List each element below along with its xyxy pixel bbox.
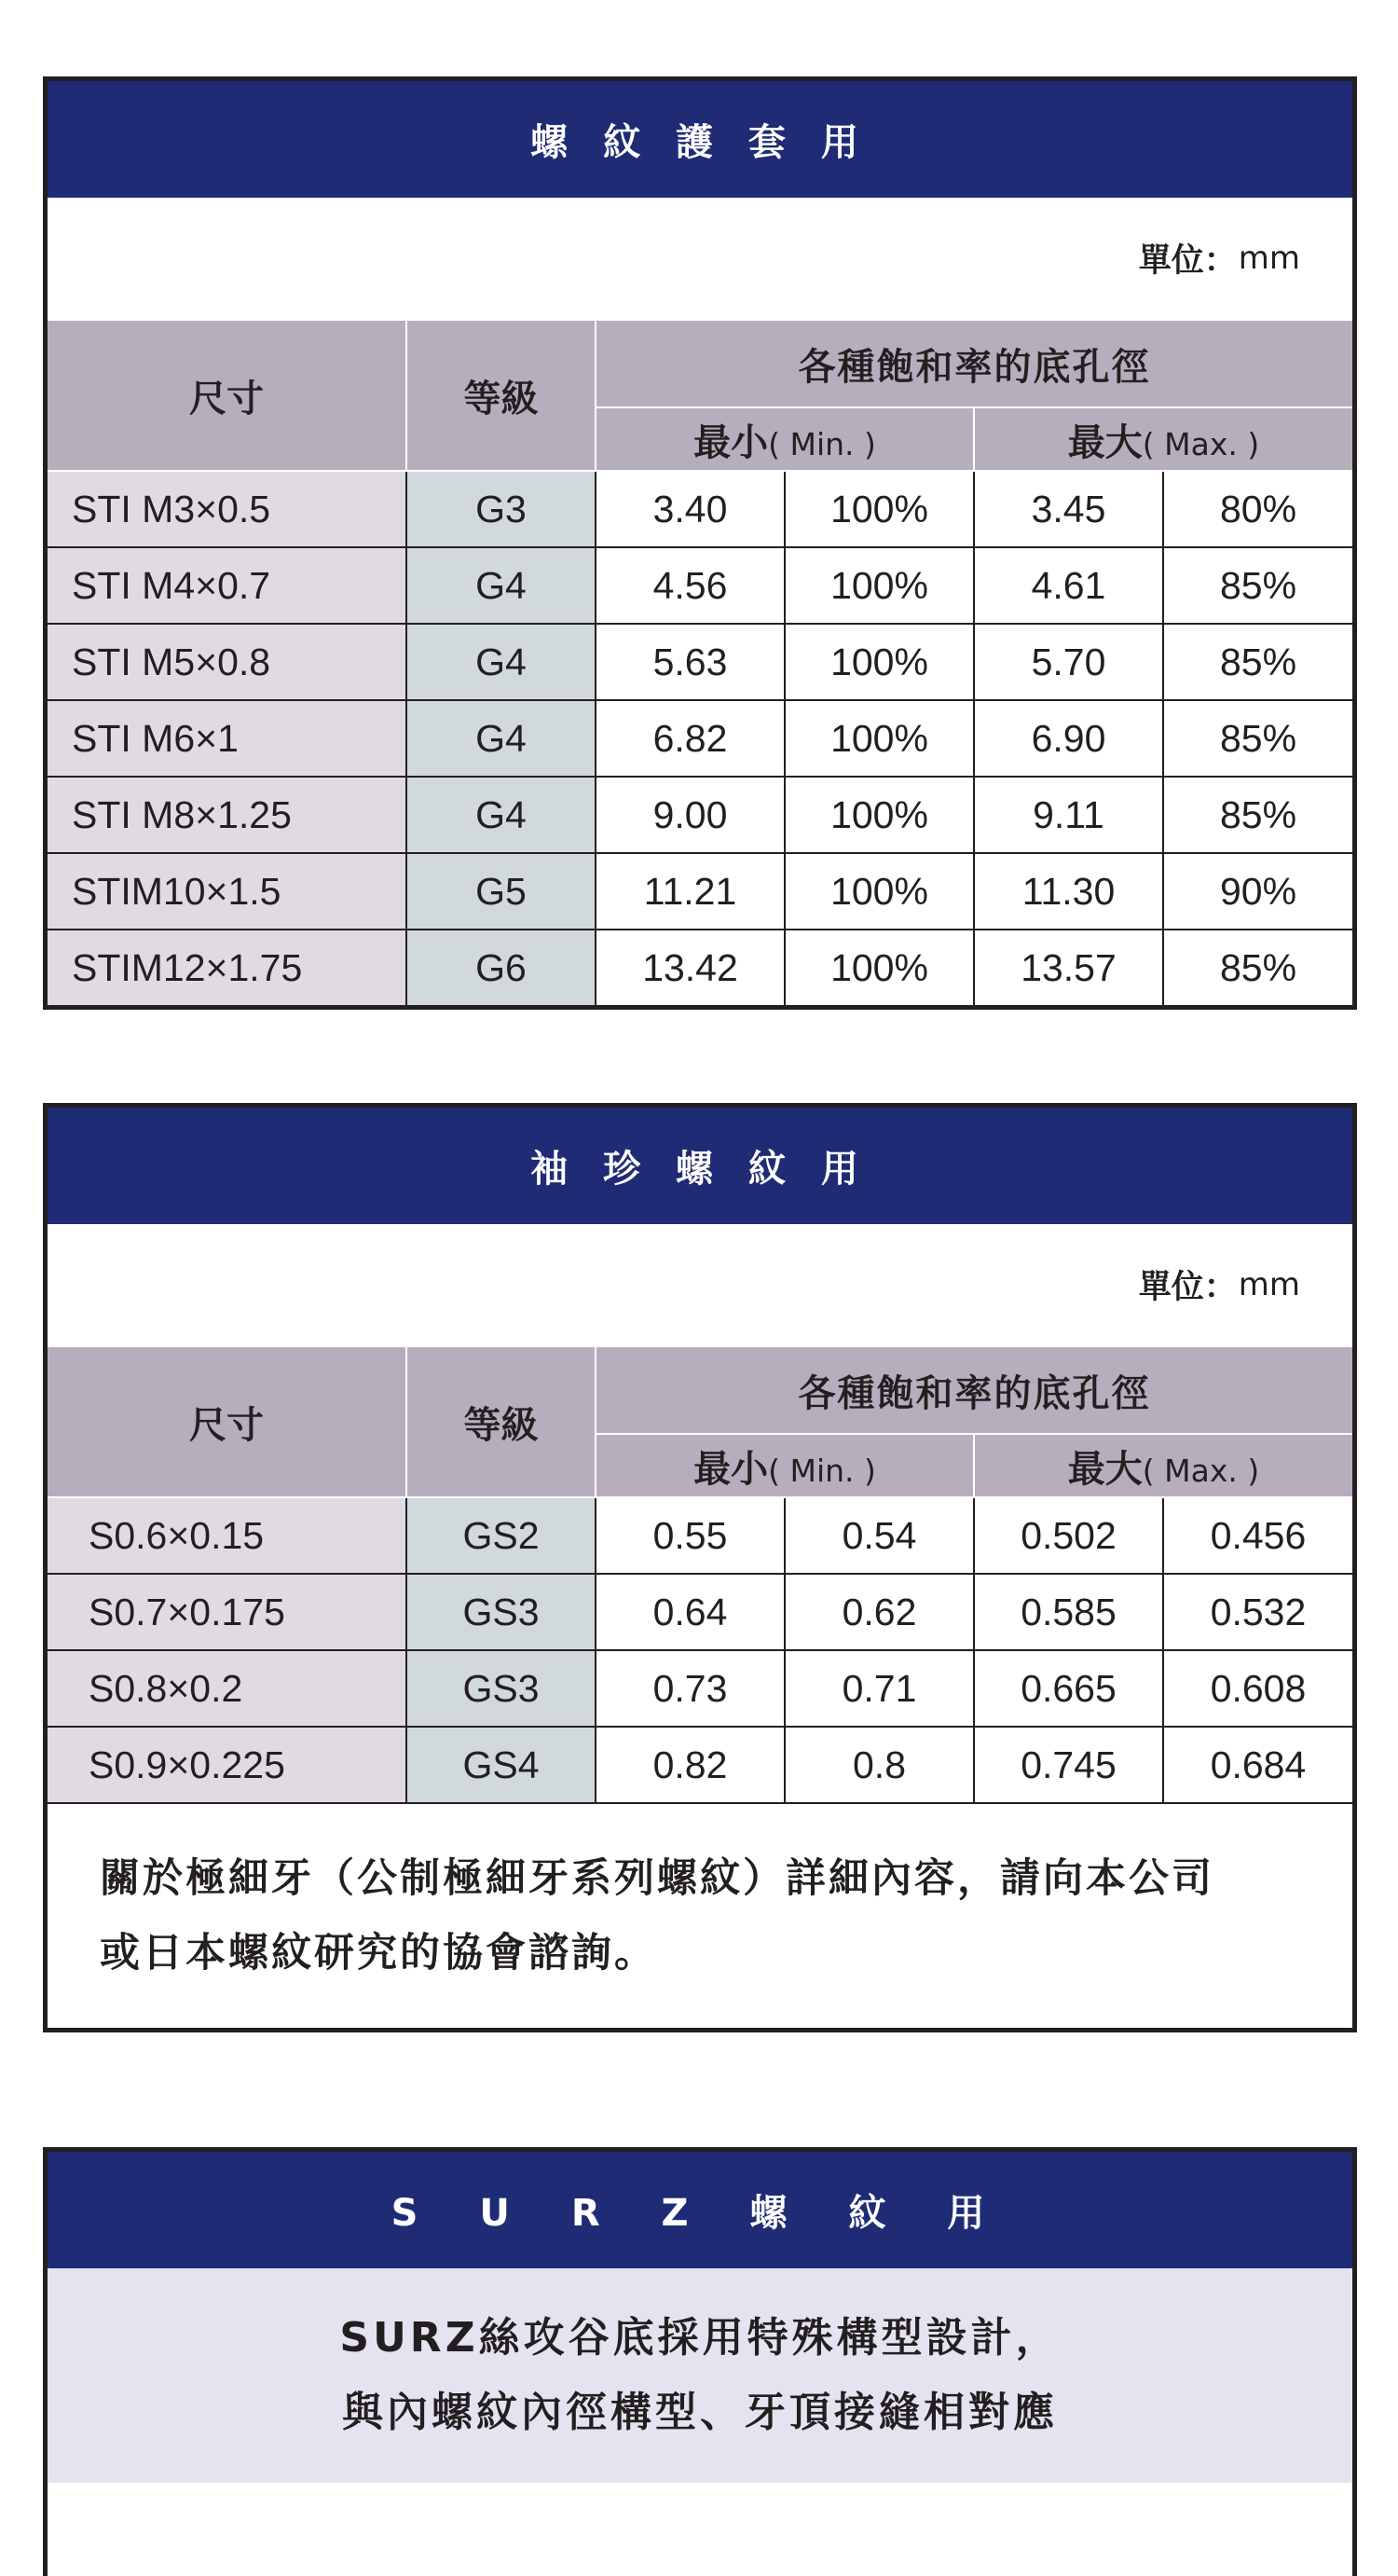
cell-min-rate: 100% — [785, 624, 974, 700]
cell-value: 0.585 — [974, 1574, 1163, 1650]
header-min — [596, 1434, 974, 1497]
table-row — [48, 1650, 1352, 1727]
cell-max-rate: 85% — [1163, 930, 1352, 1005]
note-line: 或日本螺紋研究的協會諮詢。 — [100, 1930, 657, 1977]
cell-grade: G3 — [406, 471, 596, 547]
thread-insert-panel — [43, 76, 1357, 1010]
cell-grade: GS2 — [406, 1497, 596, 1574]
cell-min-dia: 3.40 — [596, 471, 785, 547]
cell-grade: G4 — [406, 700, 596, 777]
cell-size: STI M4×0.7 — [48, 547, 406, 624]
cell-size: S0.7×0.175 — [48, 1574, 406, 1650]
cell-max-dia: 3.45 — [974, 471, 1163, 547]
panel-title: S U R Z 螺 紋 用 — [48, 2152, 1352, 2268]
unit-label: 單位： — [1138, 242, 1237, 280]
cell-min-rate: 100% — [785, 853, 974, 930]
cell-min-rate: 100% — [785, 547, 974, 624]
cell-value: 0.8 — [785, 1727, 974, 1803]
cell-value: 0.608 — [1163, 1650, 1352, 1727]
cell-max-dia: 5.70 — [974, 624, 1163, 700]
cell-value: 0.62 — [785, 1574, 974, 1650]
cell-max-dia: 6.90 — [974, 700, 1163, 777]
cell-min-dia: 9.00 — [596, 777, 785, 853]
header-max — [974, 407, 1352, 471]
desc-line: 與內螺紋內徑構型、牙頂接縫相對應 — [342, 2389, 1058, 2436]
cell-grade: G4 — [406, 624, 596, 700]
cell-value: 0.532 — [1163, 1574, 1352, 1650]
cell-max-dia: 9.11 — [974, 777, 1163, 853]
table-row — [48, 547, 1352, 624]
cell-size: STI M5×0.8 — [48, 624, 406, 700]
header-group: 各種飽和率的底孔徑 — [596, 1346, 1352, 1434]
cell-grade: G6 — [406, 930, 596, 1005]
cell-grade: G4 — [406, 777, 596, 853]
note-line: 關於極細牙（公制極細牙系列螺紋）詳細內容，請向本公司 — [100, 1855, 1214, 1902]
cell-value: 0.502 — [974, 1497, 1163, 1574]
cell-min-rate: 100% — [785, 930, 974, 1005]
cell-max-rate: 80% — [1163, 471, 1352, 547]
header-min-paren: ( Min. ) — [768, 1452, 876, 1489]
unit-label-row — [48, 1224, 1352, 1345]
header-min-label: 最小 — [693, 420, 769, 464]
cell-max-dia: 13.57 — [974, 930, 1163, 1005]
cell-max-dia: 4.61 — [974, 547, 1163, 624]
header-max-label: 最大 — [1067, 1447, 1143, 1491]
cell-min-rate: 100% — [785, 471, 974, 547]
unit-label-row — [48, 198, 1352, 319]
header-max-paren: ( Max. ) — [1142, 1452, 1260, 1489]
cell-value: 0.745 — [974, 1727, 1163, 1803]
table-row — [48, 777, 1352, 853]
thread-insert-table — [48, 319, 1352, 1005]
unit-label: 單位： — [1138, 1269, 1237, 1306]
cell-size: STIM10×1.5 — [48, 853, 406, 930]
inquiry-note — [48, 1804, 1352, 2028]
table-row — [48, 1574, 1352, 1650]
panel-title: 螺 紋 護 套 用 — [48, 81, 1352, 198]
header-max — [974, 1434, 1352, 1497]
miniature-thread-panel — [43, 1103, 1357, 2032]
cell-size: S0.6×0.15 — [48, 1497, 406, 1574]
cell-value: 0.64 — [596, 1574, 785, 1650]
surz-thread-panel — [43, 2147, 1357, 2576]
cell-size: STI M6×1 — [48, 700, 406, 777]
unit-value: mm — [1238, 240, 1300, 277]
table-row — [48, 930, 1352, 1005]
cell-min-dia: 5.63 — [596, 624, 785, 700]
table-row — [48, 1727, 1352, 1803]
table-row — [48, 853, 1352, 930]
desc-line: SURZ絲攻谷底採用特殊構型設計， — [339, 2314, 1061, 2362]
cell-max-rate: 85% — [1163, 777, 1352, 853]
cell-value: 0.73 — [596, 1650, 785, 1727]
table-row — [48, 624, 1352, 700]
cell-min-dia: 13.42 — [596, 930, 785, 1005]
cell-max-rate: 90% — [1163, 853, 1352, 930]
panel-title: 袖 珍 螺 紋 用 — [48, 1108, 1352, 1224]
header-min-label: 最小 — [693, 1447, 769, 1491]
header-grade: 等級 — [406, 320, 596, 471]
cell-size: STI M3×0.5 — [48, 471, 406, 547]
header-min-paren: ( Min. ) — [768, 425, 876, 462]
cell-grade: GS3 — [406, 1650, 596, 1727]
cell-max-rate: 85% — [1163, 624, 1352, 700]
cell-min-dia: 11.21 — [596, 853, 785, 930]
cell-min-rate: 100% — [785, 700, 974, 777]
miniature-thread-table — [48, 1345, 1352, 1804]
cell-value: 0.71 — [785, 1650, 974, 1727]
cell-max-rate: 85% — [1163, 700, 1352, 777]
header-group: 各種飽和率的底孔徑 — [596, 320, 1352, 407]
cell-grade: GS3 — [406, 1574, 596, 1650]
header-size: 尺寸 — [48, 320, 406, 471]
header-min — [596, 407, 974, 471]
cell-size: S0.8×0.2 — [48, 1650, 406, 1727]
cell-min-dia: 4.56 — [596, 547, 785, 624]
table-row — [48, 700, 1352, 777]
cell-grade: G5 — [406, 853, 596, 930]
cell-grade: G4 — [406, 547, 596, 624]
header-max-paren: ( Max. ) — [1142, 425, 1260, 462]
header-size: 尺寸 — [48, 1346, 406, 1497]
cell-grade: GS4 — [406, 1727, 596, 1803]
cell-value: 0.456 — [1163, 1497, 1352, 1574]
cell-max-rate: 85% — [1163, 547, 1352, 624]
cell-value: 0.55 — [596, 1497, 785, 1574]
cell-value: 0.54 — [785, 1497, 974, 1574]
cell-value: 0.82 — [596, 1727, 785, 1803]
cell-min-rate: 100% — [785, 777, 974, 853]
surz-description — [48, 2268, 1352, 2483]
header-max-label: 最大 — [1067, 420, 1143, 464]
table-row — [48, 471, 1352, 547]
cell-size: S0.9×0.225 — [48, 1727, 406, 1803]
cell-size: STIM12×1.75 — [48, 930, 406, 1005]
unit-value: mm — [1238, 1266, 1300, 1303]
cell-max-dia: 11.30 — [974, 853, 1163, 930]
table-row — [48, 1497, 1352, 1574]
cell-value: 0.665 — [974, 1650, 1163, 1727]
cell-value: 0.684 — [1163, 1727, 1352, 1803]
header-grade: 等級 — [406, 1346, 596, 1497]
cell-min-dia: 6.82 — [596, 700, 785, 777]
cell-size: STI M8×1.25 — [48, 777, 406, 853]
